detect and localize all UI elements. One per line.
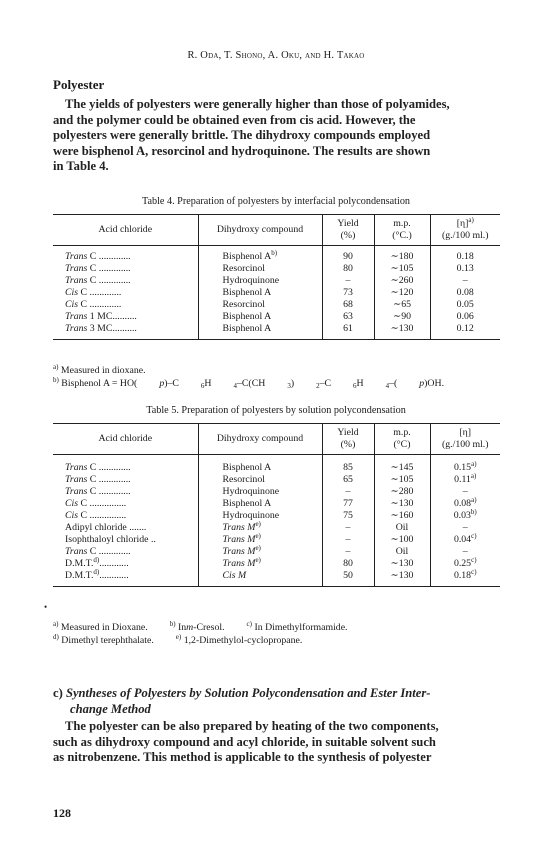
- cell-viscosity: 0.05: [456, 299, 474, 310]
- text-line: such as dihydroxy compound and acyl chloride, in suitable solvent such: [53, 734, 436, 749]
- table-header-row: [53, 424, 500, 455]
- cell-mp: ∼145: [374, 462, 430, 474]
- table-row: [53, 462, 500, 474]
- table-row: [53, 534, 500, 546]
- table4-caption: Table 4. Preparation of polyesters by interfacial polycondensation: [141, 196, 411, 207]
- cell-yield: 77: [322, 498, 374, 510]
- cell-dihydroxy: Trans $M^{e)}$: [198, 534, 322, 546]
- col-viscosity: [η] (g./100 ml.): [430, 424, 500, 455]
- intro-paragraph: [53, 97, 500, 175]
- cell-mp: ∼105: [374, 263, 430, 275]
- cell-acid: D.M.T.$^{d)}$............: [53, 570, 198, 587]
- cell-acid: Trans C .............: [53, 486, 198, 498]
- cell-yield: 75: [322, 510, 374, 522]
- cell-viscosity: 0.18: [456, 251, 474, 262]
- cell-dihydroxy: Resorcinol: [198, 299, 322, 311]
- cell-viscosity: 0.06: [456, 311, 474, 322]
- table-row: [53, 287, 500, 299]
- table-row: [53, 323, 500, 340]
- cell-mp: ∼130: [374, 498, 430, 510]
- cell-mp: Oil: [374, 546, 430, 558]
- cell-viscosity: 0.12: [430, 323, 500, 340]
- cell-acid: Trans C .............: [53, 246, 198, 264]
- table-row: [53, 474, 500, 486]
- cell-viscosity: 0.03$^{b)}$: [453, 508, 477, 521]
- cell-mp: ∼130: [374, 570, 430, 587]
- cell-viscosity: –: [462, 275, 468, 286]
- col-viscosity: $[\eta]^{a)}$ (g./100 ml.): [430, 215, 500, 246]
- cell-viscosity: –: [462, 486, 468, 497]
- cell-viscosity: 0.08$^{a)}$: [453, 496, 477, 509]
- cell-dihydroxy: Trans $M^{e)}$: [198, 558, 322, 570]
- cell-yield: 50: [322, 570, 374, 587]
- cell-yield: –: [322, 275, 374, 287]
- text-line: in Table 4.: [53, 159, 109, 173]
- text-line: were bisphenol A, resorcinol and hydroquinone. The results are shown: [53, 143, 431, 158]
- cell-yield: 80: [322, 263, 374, 275]
- spacer-cell: [322, 455, 374, 463]
- cell-dihydroxy: Hydroquinone: [198, 486, 322, 498]
- table-row: [53, 263, 500, 275]
- cell-dihydroxy: Bisphenol A: [198, 323, 322, 340]
- cell-yield: 61: [322, 323, 374, 340]
- col-yield: Yield (%): [322, 215, 374, 246]
- cell-yield: 63: [322, 311, 374, 323]
- cell-acid: Cis C ...............: [53, 498, 198, 510]
- cell-dihydroxy: Trans $M^{e)}$: [198, 522, 322, 534]
- table-row: [53, 546, 500, 558]
- cell-mp: Oil: [374, 522, 430, 534]
- cell-dihydroxy: Resorcinol: [198, 263, 322, 275]
- table-row: [53, 275, 500, 287]
- col-acid: Acid chloride: [53, 424, 198, 455]
- table-row: [53, 510, 500, 522]
- cell-acid: Trans C .............: [53, 546, 198, 558]
- cell-acid: Trans C .............: [53, 462, 198, 474]
- cell-viscosity: 0.13: [456, 263, 474, 274]
- cell-dihydroxy: Bisphenol A: [198, 498, 322, 510]
- cell-viscosity: 0.25$^{c)}$: [453, 556, 477, 569]
- cell-mp: ∼180: [374, 246, 430, 264]
- cell-dihydroxy: Bisphenol $A^{b)}$: [198, 246, 322, 264]
- table-row: [53, 522, 500, 534]
- cell-viscosity: 0.18$^{c)}$: [430, 570, 500, 587]
- cell-acid: Trans C .............: [53, 474, 198, 486]
- col-dihydroxy: Dihydroxy compound: [198, 215, 322, 246]
- cell-yield: 85: [322, 462, 374, 474]
- spacer-cell: [198, 455, 322, 463]
- col-dihydroxy: Dihydroxy compound: [198, 424, 322, 455]
- cell-mp: ∼260: [374, 275, 430, 287]
- cell-dihydroxy: Hydroquinone: [198, 275, 322, 287]
- cell-viscosity: 0.08: [456, 287, 474, 298]
- cell-mp: ∼90: [374, 311, 430, 323]
- table-row: [53, 558, 500, 570]
- cell-viscosity: –: [462, 522, 468, 533]
- text-line: as nitrobenzene. This method is applicable to the synthesis of polyester: [53, 750, 432, 764]
- cell-dihydroxy: Trans $M^{e)}$: [198, 546, 322, 558]
- spacer-cell: [430, 455, 500, 463]
- text-line: polyesters were generally brittle. The dihydroxy compounds employed: [53, 128, 431, 142]
- cell-dihydroxy: Bisphenol A: [198, 311, 322, 323]
- cell-mp: ∼120: [374, 287, 430, 299]
- cell-acid: Trans C .............: [53, 263, 198, 275]
- table4: [53, 214, 500, 340]
- table-header-row: [53, 215, 500, 246]
- cell-yield: 65: [322, 474, 374, 486]
- cell-dihydroxy: Resorcinol: [198, 474, 322, 486]
- cell-acid: Adipyl chloride .......: [53, 522, 198, 534]
- margin-bullet: •: [44, 602, 48, 612]
- table-row: [53, 498, 500, 510]
- cell-yield: –: [322, 486, 374, 498]
- cell-viscosity: 0.15$^{a)}$: [453, 460, 477, 473]
- cell-viscosity: 0.11$^{a)}$: [454, 472, 477, 485]
- page-number: 128: [53, 806, 71, 820]
- cell-viscosity: –: [462, 546, 468, 557]
- cell-dihydroxy: Bisphenol A: [198, 462, 322, 474]
- table-row: [53, 486, 500, 498]
- col-yield: Yield (%): [322, 424, 374, 455]
- spacer-row: [53, 455, 500, 463]
- cell-acid: Isophthaloyl chloride ..: [53, 534, 198, 546]
- table-row: [53, 246, 500, 264]
- cell-dihydroxy: Bisphenol A: [198, 287, 322, 299]
- col-mp: m.p. (°C): [374, 424, 430, 455]
- cell-mp: ∼130: [374, 323, 430, 340]
- cell-acid: Trans 3 MC..........: [53, 323, 198, 340]
- spacer-cell: [374, 455, 430, 463]
- text-line: and the polymer could be obtained even from cis acid. However, the: [53, 112, 416, 127]
- table5-notes: $^{a)}$ Measured in Dioxane. $^{b)}$ Inm-Cresol. $^{c)}$ In Dimethylformamide. $^{d)}$ Dimethyl terephthalate. $^{e)}$ 1,2-Dimethylol-cyclopropane.: [53, 620, 348, 646]
- cell-mp: ∼105: [374, 474, 430, 486]
- cell-dihydroxy: Cis M: [198, 570, 322, 587]
- table5-caption: Table 5. Preparation of polyesters by solution polycondensation: [146, 405, 406, 416]
- cell-yield: 73: [322, 287, 374, 299]
- table4-notes: $^{a)}$ Measured in dioxane. $^{b)}$ Bisphenol A = HO( p)–C $_6$H $_4$–C(CH $_3$) $_2$–C $_6$H $_4$–( p)OH.: [53, 363, 445, 390]
- subsection-title: c) Syntheses of Polyesters by Solution Polycondensation and Ester Inter- change Method: [53, 686, 431, 716]
- cell-mp: ∼65: [374, 299, 430, 311]
- cell-mp: ∼130: [374, 558, 430, 570]
- cell-mp: ∼280: [374, 486, 430, 498]
- spacer-cell: [53, 455, 198, 463]
- cell-acid: Trans 1 MC..........: [53, 311, 198, 323]
- cell-yield: –: [322, 522, 374, 534]
- col-acid: Acid chloride: [53, 215, 198, 246]
- cell-dihydroxy: Hydroquinone: [198, 510, 322, 522]
- cell-acid: Trans C .............: [53, 275, 198, 287]
- cell-yield: –: [322, 546, 374, 558]
- cell-acid: Cis C .............: [53, 287, 198, 299]
- cell-mp: ∼160: [374, 510, 430, 522]
- cell-yield: 90: [322, 246, 374, 264]
- cell-yield: –: [322, 534, 374, 546]
- cell-acid: D.M.T.$^{d)}$............: [53, 558, 198, 570]
- table-row: [53, 570, 500, 587]
- cell-viscosity: 0.04$^{c)}$: [453, 532, 477, 545]
- text-line: The yields of polyesters were generally higher than those of polyamides,: [65, 97, 450, 111]
- table-row: [53, 311, 500, 323]
- cell-acid: Cis C .............: [53, 299, 198, 311]
- table5: [53, 423, 500, 587]
- method-paragraph: [53, 719, 500, 766]
- cell-yield: 80: [322, 558, 374, 570]
- running-head: R. Oda, T. Shono, A. Oku, and H. Takao: [187, 50, 365, 61]
- cell-mp: ∼100: [374, 534, 430, 546]
- table-row: [53, 299, 500, 311]
- col-mp: m.p. (°C.): [374, 215, 430, 246]
- text-line: The polyester can be also prepared by heating of the two components,: [65, 719, 439, 733]
- cell-acid: Cis C ...............: [53, 510, 198, 522]
- cell-yield: 68: [322, 299, 374, 311]
- section-title: Polyester: [53, 77, 105, 92]
